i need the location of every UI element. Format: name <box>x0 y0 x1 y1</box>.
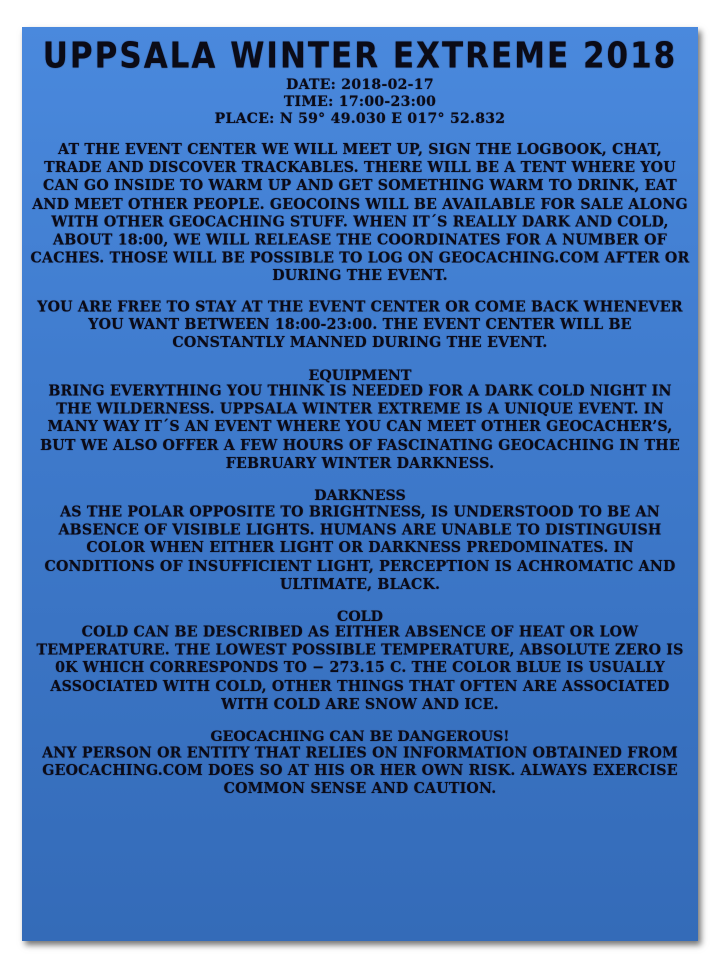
equipment-paragraph: BRING EVERYTHING YOU THINK IS NEEDED FOR A DARK COLD NIGHT IN THE WILDERNESS. UPPSALA WINTER EXTREME IS A UNIQUE EVENT. IN MANY WAY IT´S AN EVENT WHERE YOU CAN MEET OTHER GEOCACHER’S, BUT WE ALSO OFFER A FEW HOURS OF FASCINATING GEOCACHING IN THE FEBRUARY WINTER DARKNESS. <box>40 383 680 473</box>
darkness-heading: DARKNESS <box>314 488 406 505</box>
event-flyer-panel <box>22 27 698 941</box>
event-time: TIME: 17:00-23:00 <box>283 94 437 110</box>
event-date: DATE: 2018-02-17 <box>286 77 434 93</box>
equipment-heading: EQUIPMENT <box>308 368 412 385</box>
event-place: PLACE: N 59° 49.030 E 017° 52.832 <box>214 111 506 127</box>
cold-heading: COLD <box>337 608 383 625</box>
spacer <box>30 592 690 609</box>
danger-paragraph: ANY PERSON OR ENTITY THAT RELIES ON INFORMATION OBTAINED FROM GEOCACHING.COM DOES SO AT HIS OR HER OWN RISK. ALWAYS EXERCISE COMMON SENSE AND CAUTION. <box>42 744 678 798</box>
page-title: UPPSALA WINTER EXTREME 2018 <box>42 35 678 77</box>
intro-paragraph: AT THE EVENT CENTER WE WILL MEET UP, SIGN THE LOGBOOK, CHAT, TRADE AND DISCOVER TRACKABLES. THERE WILL BE A TENT WHERE YOU CAN GO INSIDE TO WARM UP AND GET SOMETHING WARM TO DRINK, EAT AND MEET OTHER PEOPLE. GEOCOINS WILL BE AVAILABLE FOR SALE ALONG WITH OTHER GEOCACHING STUFF. WHEN IT´S REALLY DARK AND COLD, ABOUT 18:00, WE WILL RELEASE THE COORDINATES FOR A NUMBER OF CACHES. THOSE WILL BE POSSIBLE TO LOG ON GEOCACHING.COM AFTER OR DURING THE EVENT. <box>30 141 690 285</box>
free-paragraph: YOU ARE FREE TO STAY AT THE EVENT CENTER OR COME BACK WHENEVER YOU WANT BETWEEN 18:00-23:00. THE EVENT CENTER WILL BE CONSTANTLY MANNED DURING THE EVENT. <box>37 298 683 352</box>
cold-paragraph: COLD CAN BE DESCRIBED AS EITHER ABSENCE OF HEAT OR LOW TEMPERATURE. THE LOWEST POSSIBLE TEMPERATURE, ABSOLUTE ZERO IS 0K WHICH CORRESPONDS TO − 273.15 C. THE COLOR BLUE IS USUALLY ASSOCIATED WITH COLD, OTHER THINGS THAT OFTEN ARE ASSOCIATED WITH COLD ARE SNOW AND ICE. <box>36 623 684 713</box>
spacer <box>30 712 690 729</box>
spacer <box>30 351 690 368</box>
darkness-paragraph: AS THE POLAR OPPOSITE TO BRIGHTNESS, IS UNDERSTOOD TO BE AN ABSENCE OF VISIBLE LIGHTS. HUMANS ARE UNABLE TO DISTINGUISH COLOR WHEN EITHER LIGHT OR DARKNESS PREDOMINATES. IN CONDITIONS OF INSUFFICIENT LIGHT, PERCEPTION IS ACHROMATIC AND ULTIMATE, BLACK. <box>44 503 676 593</box>
spacer <box>30 471 690 488</box>
danger-heading: GEOCACHING CAN BE DANGEROUS! <box>210 728 510 745</box>
